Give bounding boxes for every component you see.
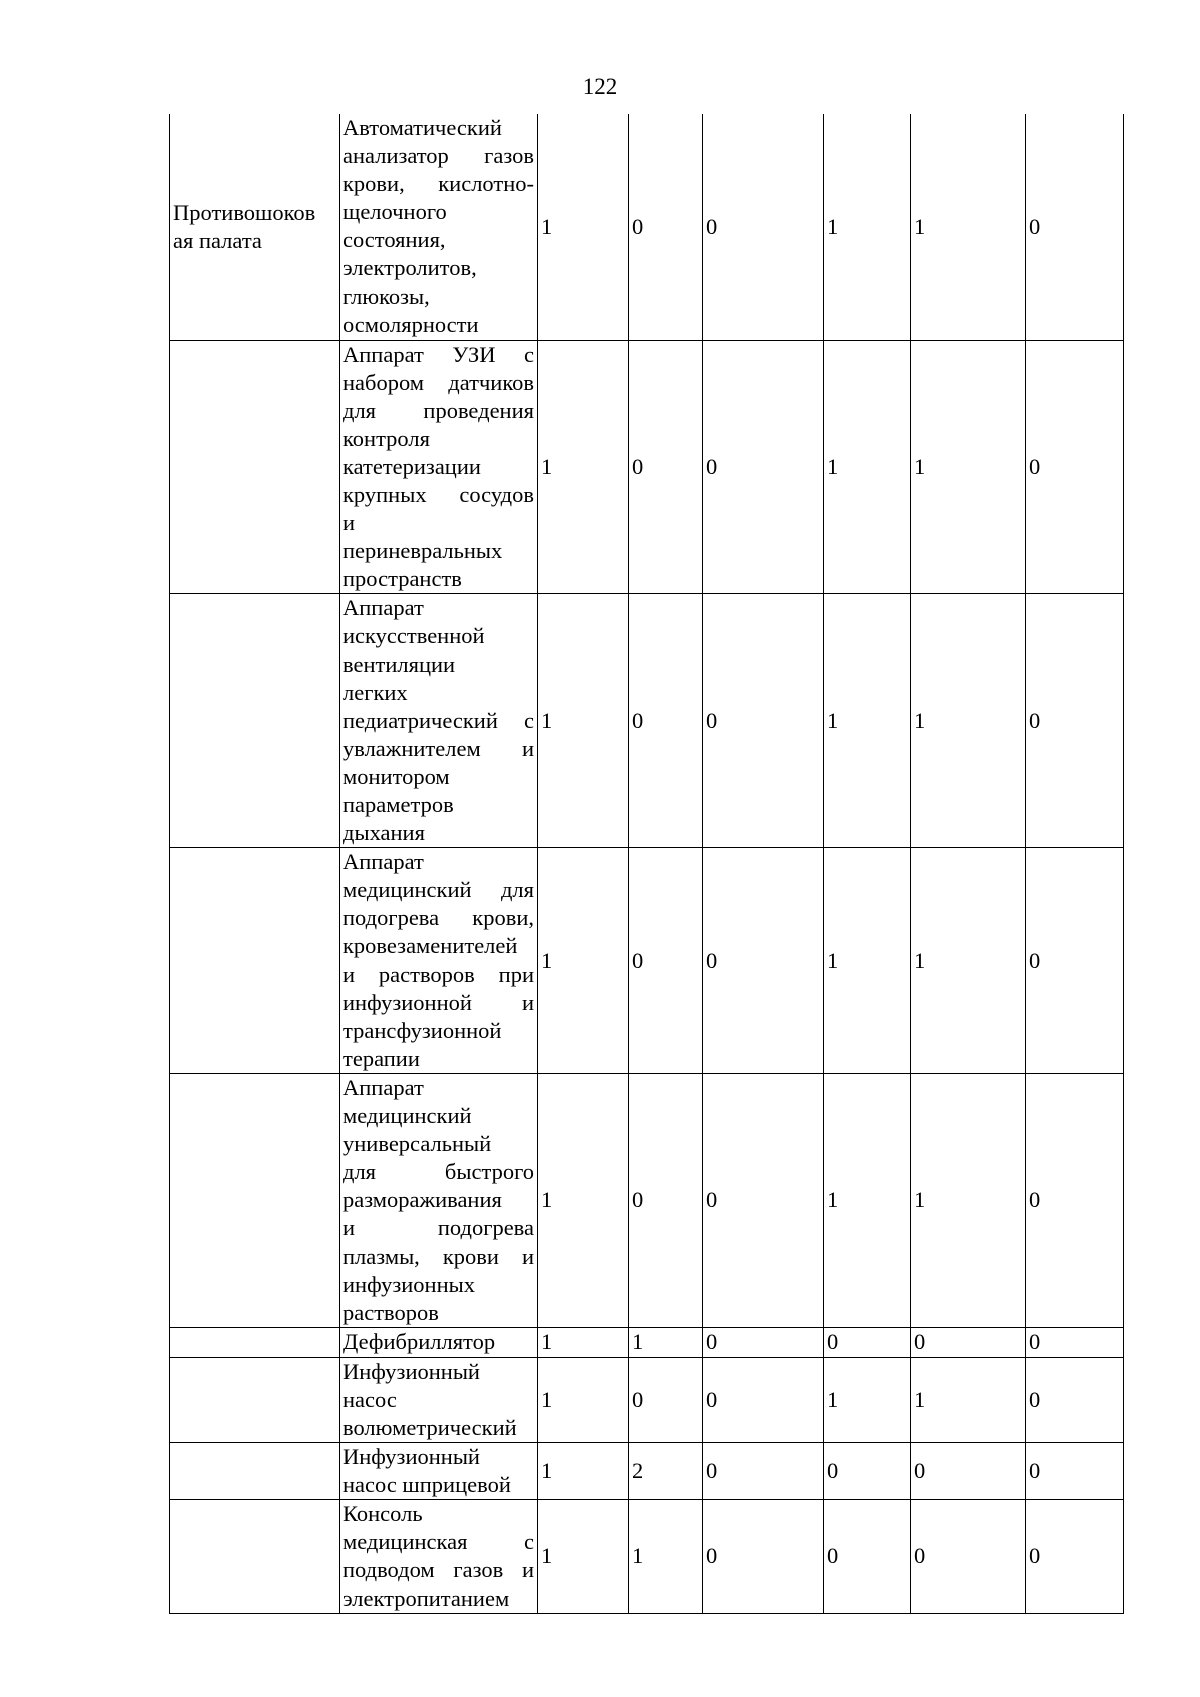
equipment-name-line: педиатрический с bbox=[343, 707, 534, 733]
quantity-cell: 0 bbox=[911, 1327, 1026, 1357]
quantity-cell: 1 bbox=[911, 340, 1026, 594]
equipment-name-cell bbox=[340, 848, 538, 1074]
equipment-name-line: осмолярности bbox=[343, 311, 479, 337]
quantity-cell: 0 bbox=[703, 1500, 824, 1613]
equipment-name-line: крови, кислотно- bbox=[343, 171, 534, 197]
equipment-name-line: растворов bbox=[343, 1299, 439, 1325]
quantity-cell: 1 bbox=[911, 848, 1026, 1074]
section-line: ая палата bbox=[173, 227, 262, 253]
equipment-name-line: вентиляции bbox=[343, 651, 456, 677]
equipment-name-line: пространств bbox=[343, 566, 462, 592]
equipment-name-line: волюметрический bbox=[343, 1414, 517, 1440]
quantity-cell: 0 bbox=[1026, 1073, 1124, 1327]
equipment-name-cell bbox=[340, 594, 538, 848]
equipment-name-cell bbox=[340, 1443, 538, 1500]
equipment-name-cell bbox=[340, 1073, 538, 1327]
section-cell bbox=[170, 114, 340, 340]
equipment-name-line: монитором bbox=[343, 763, 450, 789]
quantity-cell: 0 bbox=[703, 594, 824, 848]
quantity-cell: 0 bbox=[1026, 594, 1124, 848]
quantity-cell: 0 bbox=[911, 1500, 1026, 1613]
equipment-name-line: и bbox=[343, 510, 356, 536]
quantity-cell: 0 bbox=[824, 1327, 911, 1357]
page-number: 122 bbox=[582, 74, 618, 99]
equipment-name-line: универсальный bbox=[343, 1131, 492, 1157]
equipment-name-line: параметров bbox=[343, 792, 454, 817]
quantity-cell: 1 bbox=[538, 1073, 629, 1327]
table-row bbox=[170, 594, 1124, 848]
equipment-name-line: состояния, bbox=[343, 227, 446, 253]
equipment-name-line: увлажнителем и bbox=[343, 735, 534, 761]
quantity-cell: 0 bbox=[1026, 340, 1124, 594]
quantity-cell: 1 bbox=[538, 1357, 629, 1442]
quantity-cell: 0 bbox=[629, 594, 703, 848]
table-row bbox=[170, 1357, 1124, 1442]
quantity-cell: 0 bbox=[703, 340, 824, 594]
equipment-name-line: и подогрева bbox=[343, 1215, 534, 1241]
quantity-cell: 1 bbox=[824, 1357, 911, 1442]
equipment-name-line: медицинский bbox=[343, 1103, 472, 1129]
quantity-cell: 0 bbox=[1026, 1327, 1124, 1357]
equipment-name-line: искусственной bbox=[343, 623, 485, 649]
quantity-cell: 0 bbox=[703, 114, 824, 340]
equipment-name-cell bbox=[340, 1327, 538, 1357]
quantity-cell: 1 bbox=[911, 114, 1026, 340]
equipment-name-line: подогрева крови, bbox=[343, 905, 534, 931]
quantity-cell: 0 bbox=[1026, 1357, 1124, 1442]
equipment-name-line: насос bbox=[343, 1386, 397, 1412]
equipment-name-line: электролитов, bbox=[343, 255, 477, 281]
quantity-cell: 0 bbox=[703, 848, 824, 1074]
equipment-name-line: трансфузионной bbox=[343, 1017, 502, 1043]
quantity-cell: 1 bbox=[538, 340, 629, 594]
quantity-cell: 1 bbox=[538, 1500, 629, 1613]
equipment-name-line: терапии bbox=[343, 1045, 420, 1071]
quantity-cell: 0 bbox=[629, 1073, 703, 1327]
equipment-name-line: анализатор газов bbox=[343, 143, 534, 169]
quantity-cell: 1 bbox=[911, 1073, 1026, 1327]
equipment-name-line: крупных сосудов bbox=[343, 481, 534, 507]
equipment-name-line: щелочного bbox=[343, 199, 447, 225]
quantity-cell: 0 bbox=[703, 1443, 824, 1500]
quantity-cell: 1 bbox=[538, 114, 629, 340]
table-row bbox=[170, 114, 1124, 340]
quantity-cell: 0 bbox=[824, 1500, 911, 1613]
quantity-cell: 1 bbox=[538, 848, 629, 1074]
quantity-cell: 1 bbox=[911, 1357, 1026, 1442]
quantity-cell: 2 bbox=[629, 1443, 703, 1500]
quantity-cell: 1 bbox=[824, 1073, 911, 1327]
equipment-name-line: размораживания bbox=[343, 1187, 502, 1213]
quantity-cell: 0 bbox=[629, 114, 703, 340]
quantity-cell: 0 bbox=[1026, 114, 1124, 340]
equipment-table bbox=[169, 114, 1124, 1614]
equipment-name-line: и растворов при bbox=[343, 961, 534, 987]
equipment-name-line: Консоль bbox=[343, 1501, 423, 1527]
quantity-cell: 0 bbox=[1026, 848, 1124, 1074]
equipment-name-line: легких bbox=[343, 679, 408, 705]
quantity-cell: 1 bbox=[824, 340, 911, 594]
equipment-name-line: насос шприцевой bbox=[343, 1472, 511, 1498]
section-cell bbox=[170, 848, 340, 1074]
quantity-cell: 0 bbox=[1026, 1443, 1124, 1500]
quantity-cell: 0 bbox=[629, 340, 703, 594]
equipment-name-line: Автоматический bbox=[343, 115, 502, 140]
quantity-cell: 1 bbox=[629, 1327, 703, 1357]
equipment-name-line: глюкозы, bbox=[343, 283, 430, 309]
table-row bbox=[170, 340, 1124, 594]
quantity-cell: 1 bbox=[538, 1443, 629, 1500]
table-row bbox=[170, 1073, 1124, 1327]
equipment-name-line: плазмы, крови и bbox=[343, 1243, 534, 1269]
quantity-cell: 0 bbox=[703, 1327, 824, 1357]
table-row bbox=[170, 1500, 1124, 1613]
table-row bbox=[170, 1327, 1124, 1357]
equipment-name-line: подводом газов и bbox=[343, 1557, 534, 1583]
section-cell bbox=[170, 1357, 340, 1442]
equipment-name-line: инфузионной и bbox=[343, 989, 534, 1015]
equipment-name-line: медицинская с bbox=[343, 1529, 534, 1555]
equipment-name-line: кровезаменителей bbox=[343, 933, 518, 959]
section-cell bbox=[170, 1443, 340, 1500]
quantity-cell: 1 bbox=[538, 594, 629, 848]
equipment-name-cell bbox=[340, 114, 538, 340]
equipment-name-cell bbox=[340, 1500, 538, 1613]
section-cell bbox=[170, 1500, 340, 1613]
quantity-cell: 0 bbox=[703, 1073, 824, 1327]
equipment-name-line: периневральных bbox=[343, 538, 503, 564]
equipment-name-line: электропитанием bbox=[343, 1585, 510, 1611]
equipment-name-line: Аппарат bbox=[343, 595, 424, 621]
equipment-name-line: для быстрого bbox=[343, 1159, 534, 1185]
section-line: Противошоков bbox=[173, 199, 316, 225]
equipment-name-line: дыхания bbox=[343, 820, 425, 846]
equipment-name-line: Аппарат bbox=[343, 849, 424, 875]
equipment-name-line: медицинский для bbox=[343, 877, 534, 903]
quantity-cell: 1 bbox=[629, 1500, 703, 1613]
equipment-name-line: набором датчиков bbox=[343, 369, 534, 395]
quantity-cell: 0 bbox=[911, 1443, 1026, 1500]
quantity-cell: 1 bbox=[911, 594, 1026, 848]
quantity-cell: 1 bbox=[824, 594, 911, 848]
quantity-cell: 0 bbox=[1026, 1500, 1124, 1613]
equipment-name-cell bbox=[340, 340, 538, 594]
quantity-cell: 0 bbox=[703, 1357, 824, 1442]
quantity-cell: 0 bbox=[629, 1357, 703, 1442]
section-cell bbox=[170, 1327, 340, 1357]
equipment-name-line: контроля bbox=[343, 425, 430, 451]
equipment-name-line: катетеризации bbox=[343, 453, 481, 479]
section-cell bbox=[170, 340, 340, 594]
equipment-name-line: Инфузионный bbox=[343, 1358, 480, 1384]
table-row bbox=[170, 848, 1124, 1074]
quantity-cell: 0 bbox=[824, 1443, 911, 1500]
quantity-cell: 0 bbox=[629, 848, 703, 1074]
table-row bbox=[170, 1443, 1124, 1500]
section-cell bbox=[170, 594, 340, 848]
equipment-name-line: Инфузионный bbox=[343, 1444, 480, 1470]
equipment-name-line: Аппарат bbox=[343, 1074, 424, 1100]
equipment-name-line: Дефибриллятор bbox=[343, 1328, 496, 1354]
equipment-name-line: инфузионных bbox=[343, 1271, 475, 1297]
equipment-name-line: Аппарат УЗИ с bbox=[343, 341, 534, 367]
quantity-cell: 1 bbox=[538, 1327, 629, 1357]
section-cell bbox=[170, 1073, 340, 1327]
quantity-cell: 1 bbox=[824, 114, 911, 340]
quantity-cell: 1 bbox=[824, 848, 911, 1074]
equipment-name-cell bbox=[340, 1357, 538, 1442]
equipment-name-line: для проведения bbox=[343, 397, 534, 423]
